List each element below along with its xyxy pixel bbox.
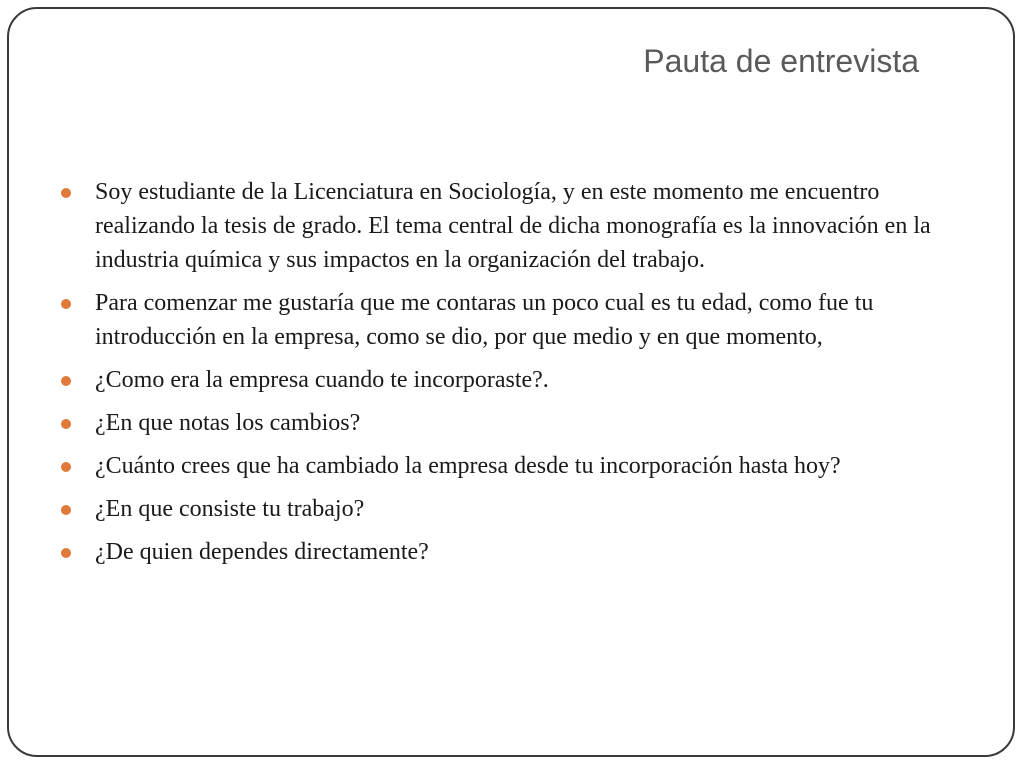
bullet-text: Para comenzar me gustaría que me contaras un poco cual es tu edad, como fue tu introducción en la empresa, como se dio, por que medio y en que momento, bbox=[95, 290, 874, 350]
bullet-text: ¿En que notas los cambios? bbox=[95, 410, 361, 436]
bullet-dot-icon bbox=[61, 376, 71, 386]
bullet-dot-icon bbox=[61, 505, 71, 515]
bullet-item bbox=[61, 449, 961, 483]
bullet-list bbox=[61, 175, 961, 578]
bullet-text: Soy estudiante de la Licenciatura en Sociología, y en este momento me encuentro realizando la tesis de grado. El tema central de dicha monografía es la innovación en la industria química y sus impactos en la organización del trabajo. bbox=[95, 179, 931, 273]
bullet-dot-icon bbox=[61, 188, 71, 198]
bullet-text: ¿Cuánto crees que ha cambiado la empresa desde tu incorporación hasta hoy? bbox=[95, 453, 841, 479]
bullet-item bbox=[61, 363, 961, 397]
bullet-dot-icon bbox=[61, 462, 71, 472]
slide-frame bbox=[7, 7, 1015, 757]
bullet-item bbox=[61, 535, 961, 569]
bullet-dot-icon bbox=[61, 299, 71, 309]
bullet-dot-icon bbox=[61, 419, 71, 429]
bullet-item bbox=[61, 406, 961, 440]
bullet-item bbox=[61, 492, 961, 526]
bullet-text: ¿Como era la empresa cuando te incorporaste?. bbox=[95, 367, 549, 393]
slide-title: Pauta de entrevista bbox=[643, 43, 919, 79]
bullet-item bbox=[61, 286, 961, 354]
bullet-item bbox=[61, 175, 961, 277]
bullet-text: ¿De quien dependes directamente? bbox=[95, 539, 429, 565]
bullet-text: ¿En que consiste tu trabajo? bbox=[95, 496, 365, 522]
bullet-dot-icon bbox=[61, 548, 71, 558]
